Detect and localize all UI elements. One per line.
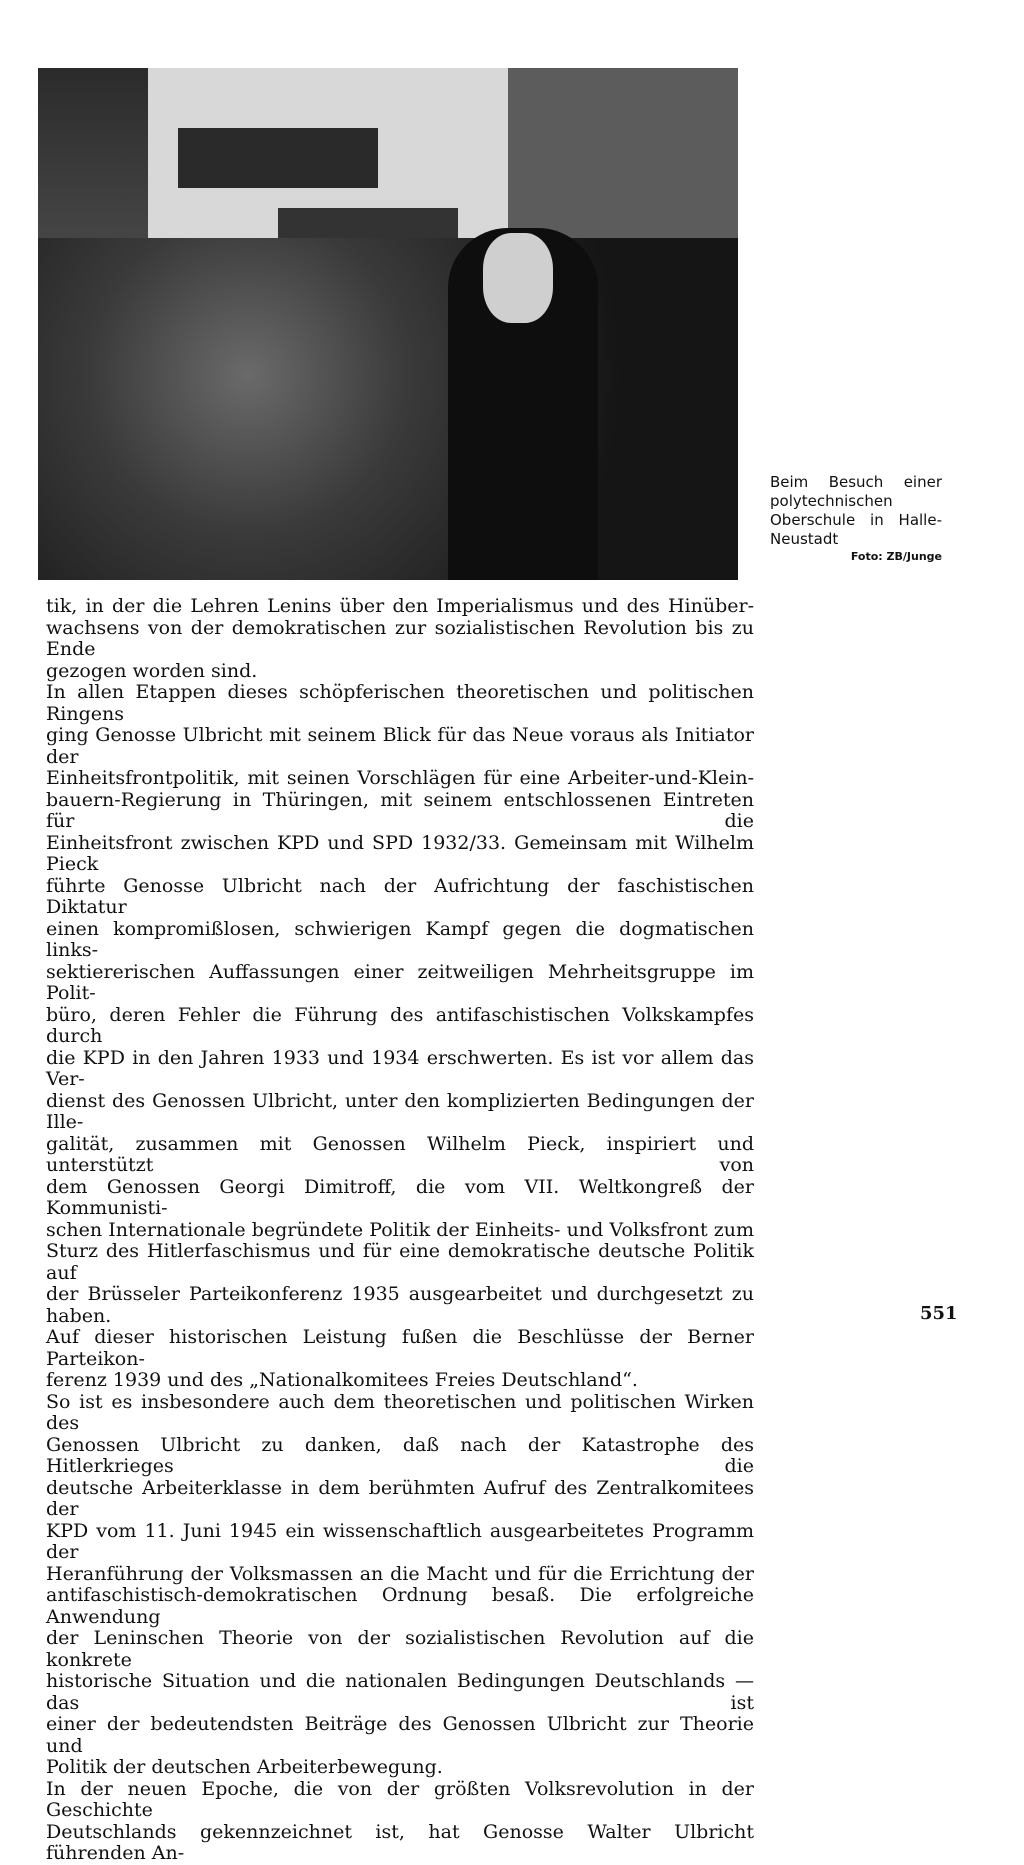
text-line: Auf dieser historischen Leistung fußen die Beschlüsse der Berner Parteikon- [46, 1326, 754, 1370]
text-line: wachsens von der demokratischen zur sozialistischen Revolution bis zu Ende [46, 616, 754, 660]
text-line: Einheitsfront zwischen KPD und SPD 1932/33. Gemeinsam mit Wilhelm Pieck [46, 831, 754, 875]
text-line: dem Genossen Georgi Dimitroff, die vom VII. Weltkongreß der Kommunisti- [46, 1175, 754, 1219]
text-line: galität, zusammen mit Genossen Wilhelm Pieck, inspiriert und unterstützt von [46, 1132, 754, 1176]
photo-caption: Beim Besuch einer polytechnischen Oberschule in Halle-Neustadt [770, 473, 942, 548]
text-line: antifaschistisch-demokratischen Ordnung besaß. Die erfolgreiche Anwendung [46, 1584, 754, 1628]
text-line: historische Situation und die nationalen Bedingungen Deutschlands — das ist [46, 1670, 754, 1714]
photo-central-figure-head [483, 233, 553, 323]
text-line: Einheitsfrontpolitik, mit seinen Vorschlägen für eine Arbeiter-und-Klein- [46, 767, 754, 789]
text-line: führte Genosse Ulbricht nach der Aufrichtung der faschistischen Diktatur [46, 874, 754, 918]
text-line: gezogen worden sind. [46, 659, 258, 682]
text-line: Heranführung der Volksmassen an die Macht und für die Errichtung der [46, 1562, 754, 1585]
text-line: In allen Etappen dieses schöpferischen theoretischen und politischen Ringens [46, 681, 754, 725]
text-line: Politik der deutschen Arbeiterbewegung. [46, 1756, 443, 1778]
text-line: ging Genosse Ulbricht mit seinem Blick für das Neue voraus als Initiator der [46, 724, 754, 768]
text-line: tik, in der die Lehren Lenins über den Imperialismus und des Hinüber- [46, 595, 754, 617]
photo-window [178, 128, 378, 188]
text-line: deutsche Arbeiterklasse in dem berühmten Aufruf des Zentralkomitees der [46, 1476, 754, 1520]
text-line: die KPD in den Jahren 1933 und 1934 erschwerten. Es ist vor allem das Ver- [46, 1046, 754, 1090]
photo-crowd [38, 238, 738, 580]
photo-credit: Foto: ZB/Junge [850, 550, 942, 563]
text-line: Deutschlands gekennzeichnet ist, hat Genosse Walter Ulbricht führenden An- [46, 1820, 754, 1864]
text-line: So ist es insbesondere auch dem theoretischen und politischen Wirken des [46, 1390, 754, 1434]
text-line: sektiererischen Auffassungen einer zeitweiligen Mehrheitsgruppe im Polit- [46, 960, 754, 1004]
text-line: einen kompromißlosen, schwierigen Kampf gegen die dogmatischen links- [46, 917, 754, 961]
text-line: In der neuen Epoche, die von der größten Volksrevolution in der Geschichte [46, 1777, 754, 1821]
text-line: Sturz des Hitlerfaschismus und für eine demokratische deutsche Politik auf [46, 1240, 754, 1284]
text-line: schen Internationale begründete Politik der Einheits- und Volksfront zum [46, 1218, 754, 1241]
text-line: büro, deren Fehler die Führung des antifaschistischen Volkskampfes durch [46, 1003, 754, 1047]
text-line: Genossen Ulbricht zu danken, daß nach der Katastrophe des Hitlerkrieges die [46, 1433, 754, 1477]
photograph [38, 68, 738, 580]
text-line: der Leninschen Theorie von der sozialistischen Revolution auf die konkrete [46, 1627, 754, 1671]
text-line: der Brüsseler Parteikonferenz 1935 ausgearbeitet und durchgesetzt zu haben. [46, 1283, 754, 1327]
text-line: KPD vom 11. Juni 1945 ein wissenschaftlich ausgearbeitetes Programm der [46, 1519, 754, 1563]
text-line: dienst des Genossen Ulbricht, unter den komplizierten Bedingungen der Ille- [46, 1089, 754, 1133]
text-line: ferenz 1939 und des „Nationalkomitees Freies Deutschland“. [46, 1369, 638, 1391]
text-line: einer der bedeutendsten Beiträge des Genossen Ulbricht zur Theorie und [46, 1713, 754, 1757]
text-line: bauern-Regierung in Thüringen, mit seinem entschlossenen Eintreten für die [46, 788, 754, 832]
page-number: 551 [920, 1303, 958, 1324]
body-text [46, 596, 754, 1865]
